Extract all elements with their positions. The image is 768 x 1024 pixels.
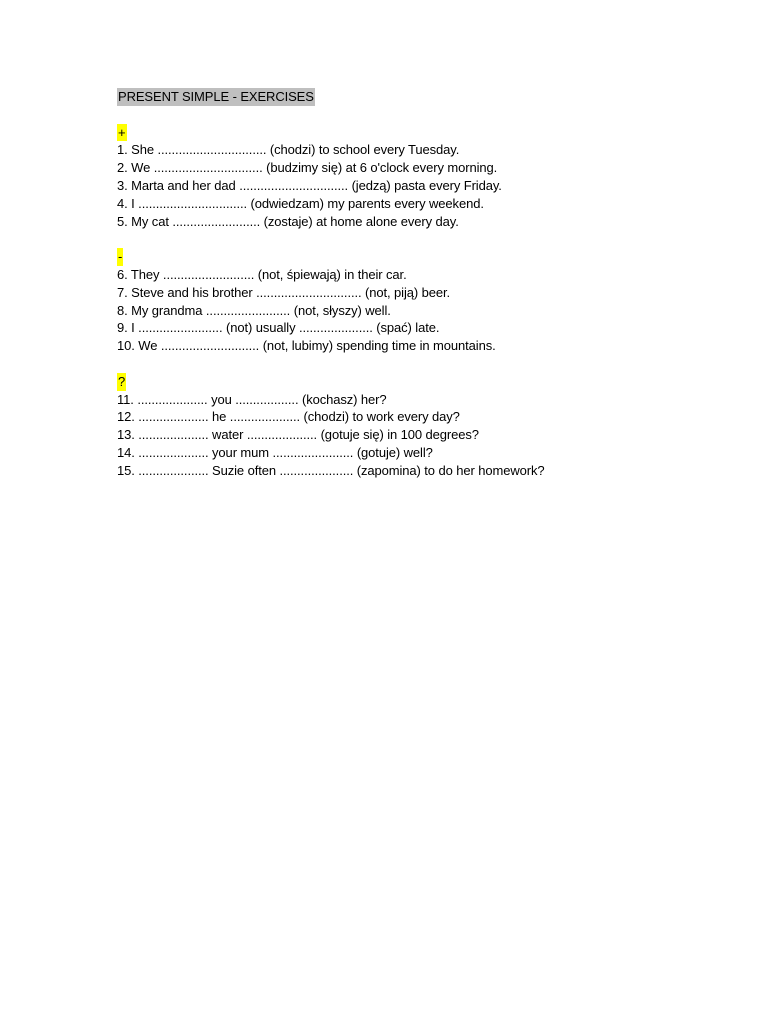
exercise-item: 3. Marta and her dad ............................... (jedzą) pasta every Friday. [117,177,502,193]
spacer [117,230,737,248]
exercise-item: 9. I ........................ (not) usually ..................... (spać) late. [117,320,440,336]
section-marker-line [117,373,737,391]
worksheet-title: PRESENT SIMPLE - EXERCISES [118,89,314,104]
section-marker-line [117,248,737,266]
exercise-item: 1. She ............................... (chodzi) to school every Tuesday. [117,142,460,158]
exercise-item: 15. .................... Suzie often ..................... (zapomina) to do her homework? [117,462,545,478]
section-marker-minus: - [118,249,123,265]
exercise-item: 11. .................... you .................. (kochasz) her? [117,391,387,407]
section-marker-line [117,124,737,142]
section-marker-question: ? [118,373,126,389]
section-negative [117,248,737,355]
exercise-item: 8. My grandma ........................ (not, słyszy) well. [117,302,391,318]
spacer [117,355,737,373]
exercise-item: 6. They .......................... (not, śpiewają) in their car. [117,266,407,282]
title-line [117,88,737,106]
exercise-item: 5. My cat ......................... (zostaje) at home alone every day. [117,213,459,229]
section-marker-plus: + [118,124,126,140]
exercise-item: 14. .................... your mum ....................... (gotuje) well? [117,444,433,460]
exercise-item: 10. We ............................ (not, lubimy) spending time in mountains. [117,338,496,354]
exercise-item: 2. We ............................... (budzimy się) at 6 o'clock every morning. [117,160,498,176]
section-questions [117,373,737,480]
exercise-item: 12. .................... he .................... (chodzi) to work every day? [117,409,460,425]
spacer [117,106,737,124]
exercise-item: 7. Steve and his brother .............................. (not, piją) beer. [117,284,451,300]
exercise-item: 13. .................... water .................... (gotuje się) in 100 degrees? [117,427,479,443]
exercise-item: 4. I ............................... (odwiedzam) my parents every weekend. [117,195,484,211]
worksheet-page [117,88,737,480]
section-affirmative [117,124,737,231]
